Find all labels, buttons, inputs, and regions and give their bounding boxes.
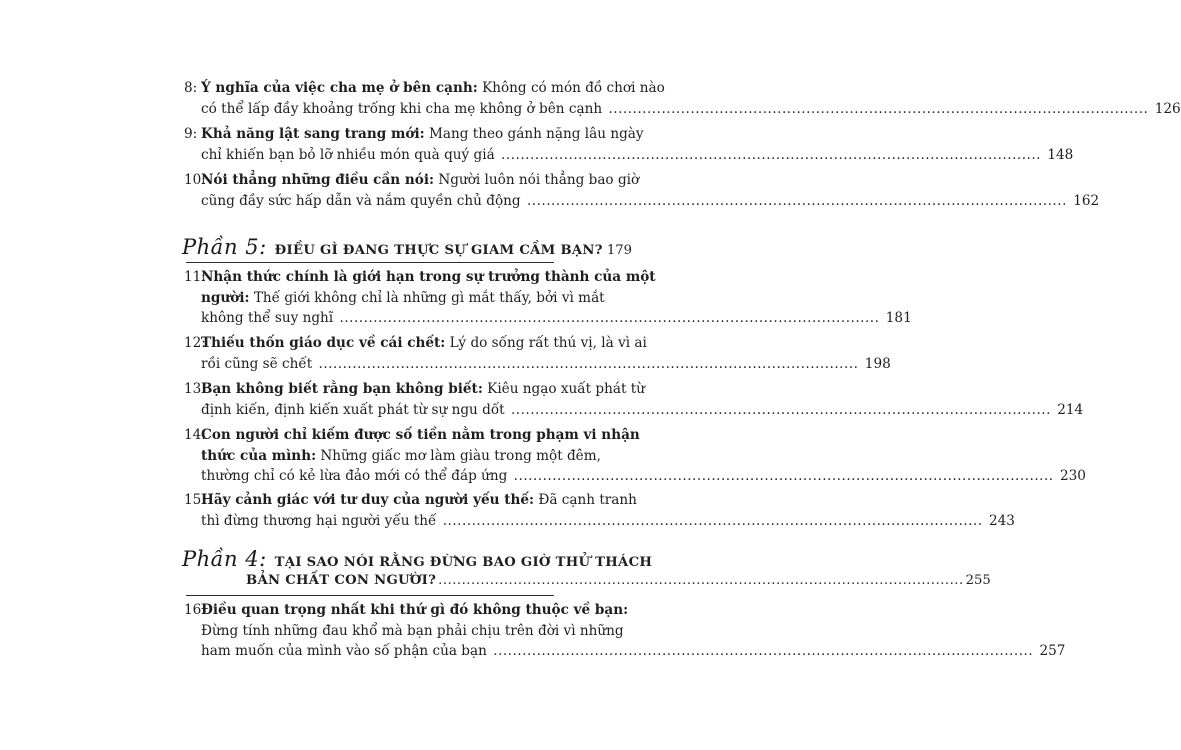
toc-entry-14[interactable]: [184, 425, 1086, 487]
dot-leader: [443, 513, 983, 529]
toc-entry-11[interactable]: [184, 267, 912, 329]
entry-subtitle: Lý do sống rất thú vị, là vì ai: [445, 335, 647, 351]
part-title-cont: BẢN CHẤT CON NGƯỜI?: [246, 573, 437, 588]
entry-title-cont: người:: [201, 289, 250, 306]
page-number: 179: [606, 243, 632, 258]
toc-entry-8[interactable]: [184, 78, 1181, 119]
page-number: 257: [1039, 643, 1066, 659]
entry-title: Nhận thức chính là giới hạn trong sự trưởng thành của một: [201, 269, 656, 285]
page-number: 126: [1154, 100, 1181, 117]
page-number: 181: [885, 310, 912, 326]
dot-leader: [438, 570, 964, 592]
dot-leader: [493, 643, 1033, 659]
entry-number: 11:: [184, 269, 206, 285]
page-number: 198: [864, 355, 891, 372]
part-5-heading[interactable]: [182, 235, 632, 262]
entry-subtitle-cont: định kiến, định kiến xuất phát từ sự ngu dốt: [201, 401, 505, 418]
entry-title: Ý nghĩa của việc cha mẹ ở bên cạnh:: [201, 80, 478, 96]
entry-title: Bạn không biết rằng bạn không biết:: [201, 381, 483, 397]
entry-subtitle: Những giấc mơ làm giàu trong một đêm,: [316, 447, 601, 464]
entry-title: Con người chỉ kiếm được số tiền nằm trong phạm vi nhận: [201, 427, 640, 443]
entry-number: 16:: [184, 602, 206, 618]
entry-number: 9:: [184, 126, 198, 142]
page-number: 230: [1059, 468, 1086, 484]
entry-subtitle: Không có món đồ chơi nào: [477, 80, 665, 96]
entry-subtitle: Đừng tính những đau khổ mà bạn phải chịu trên đời vì những: [201, 622, 624, 639]
toc-entry-13[interactable]: [184, 379, 1084, 420]
dot-leader: [527, 193, 1067, 209]
dot-leader: [339, 310, 879, 326]
page-number: 255: [965, 573, 991, 588]
dot-leader: [319, 356, 859, 372]
entry-number: 14:: [184, 427, 206, 443]
page-number: 243: [988, 512, 1015, 529]
dot-leader: [501, 147, 1041, 163]
toc-entry-16[interactable]: [184, 600, 1066, 662]
part-4-heading[interactable]: [182, 547, 991, 592]
part-title: ĐIỀU GÌ ĐANG THỰC SỰ GIAM CẦM BẠN?: [274, 243, 603, 258]
entry-number: 8:: [184, 80, 198, 96]
part-divider: [186, 262, 554, 263]
entry-number: 15:: [184, 492, 206, 508]
entry-title-cont: thức của mình:: [201, 447, 317, 464]
entry-subtitle: Người luôn nói thẳng bao giờ: [434, 172, 640, 188]
entry-title: Nói thẳng những điều cần nói:: [201, 172, 435, 188]
part-title: TẠI SAO NÓI RẰNG ĐỪNG BAO GIỜ THỬ THÁCH: [274, 555, 653, 570]
page-number: 148: [1047, 146, 1074, 163]
entry-subtitle-cont: thì đừng thương hại người yếu thế: [201, 512, 437, 529]
entry-subtitle-cont: không thể suy nghĩ: [201, 310, 334, 326]
part-label: Phần 5:: [182, 235, 267, 259]
toc-entry-12[interactable]: [184, 333, 891, 374]
toc-entry-9[interactable]: [184, 124, 1074, 165]
dot-leader: [514, 468, 1054, 484]
part-label: Phần 4:: [182, 547, 267, 571]
entry-number: 12:: [184, 335, 206, 351]
dot-leader: [608, 101, 1148, 117]
toc-entry-15[interactable]: [184, 490, 1015, 531]
entry-subtitle-cont: có thể lấp đầy khoảng trống khi cha mẹ không ở bên cạnh: [201, 100, 603, 117]
entry-subtitle: Đã cạnh tranh: [534, 492, 637, 508]
entry-subtitle-cont: rồi cũng sẽ chết: [201, 355, 313, 372]
toc-entry-10[interactable]: [184, 170, 1100, 211]
entry-subtitle: Thế giới không chỉ là những gì mắt thấy, bởi vì mắt: [249, 289, 605, 306]
entry-subtitle-cont: ham muốn của mình vào số phận của bạn: [201, 643, 487, 659]
entry-subtitle: Kiêu ngạo xuất phát từ: [482, 381, 645, 397]
entry-title: Khả năng lật sang trang mới:: [201, 126, 425, 142]
entry-title: Thiếu thốn giáo dục về cái chết:: [201, 335, 446, 351]
entry-subtitle-cont: cũng đầy sức hấp dẫn và nắm quyền chủ động: [201, 192, 521, 209]
entry-subtitle-cont: chỉ khiến bạn bỏ lỡ nhiều món quà quý giá: [201, 146, 495, 163]
page-number: 214: [1057, 401, 1084, 418]
entry-subtitle: Mang theo gánh nặng lâu ngày: [424, 126, 644, 142]
page-number: 162: [1073, 192, 1100, 209]
dot-leader: [511, 402, 1051, 418]
entry-number: 13:: [184, 381, 206, 397]
entry-number: 10:: [184, 172, 206, 188]
entry-title: Hãy cảnh giác với tư duy của người yếu thế:: [201, 492, 535, 508]
entry-title: Điều quan trọng nhất khi thứ gì đó không thuộc về bạn:: [201, 602, 629, 618]
part-divider: [186, 595, 554, 596]
entry-subtitle-cont: thường chỉ có kẻ lừa đảo mới có thể đáp ứng: [201, 468, 508, 484]
